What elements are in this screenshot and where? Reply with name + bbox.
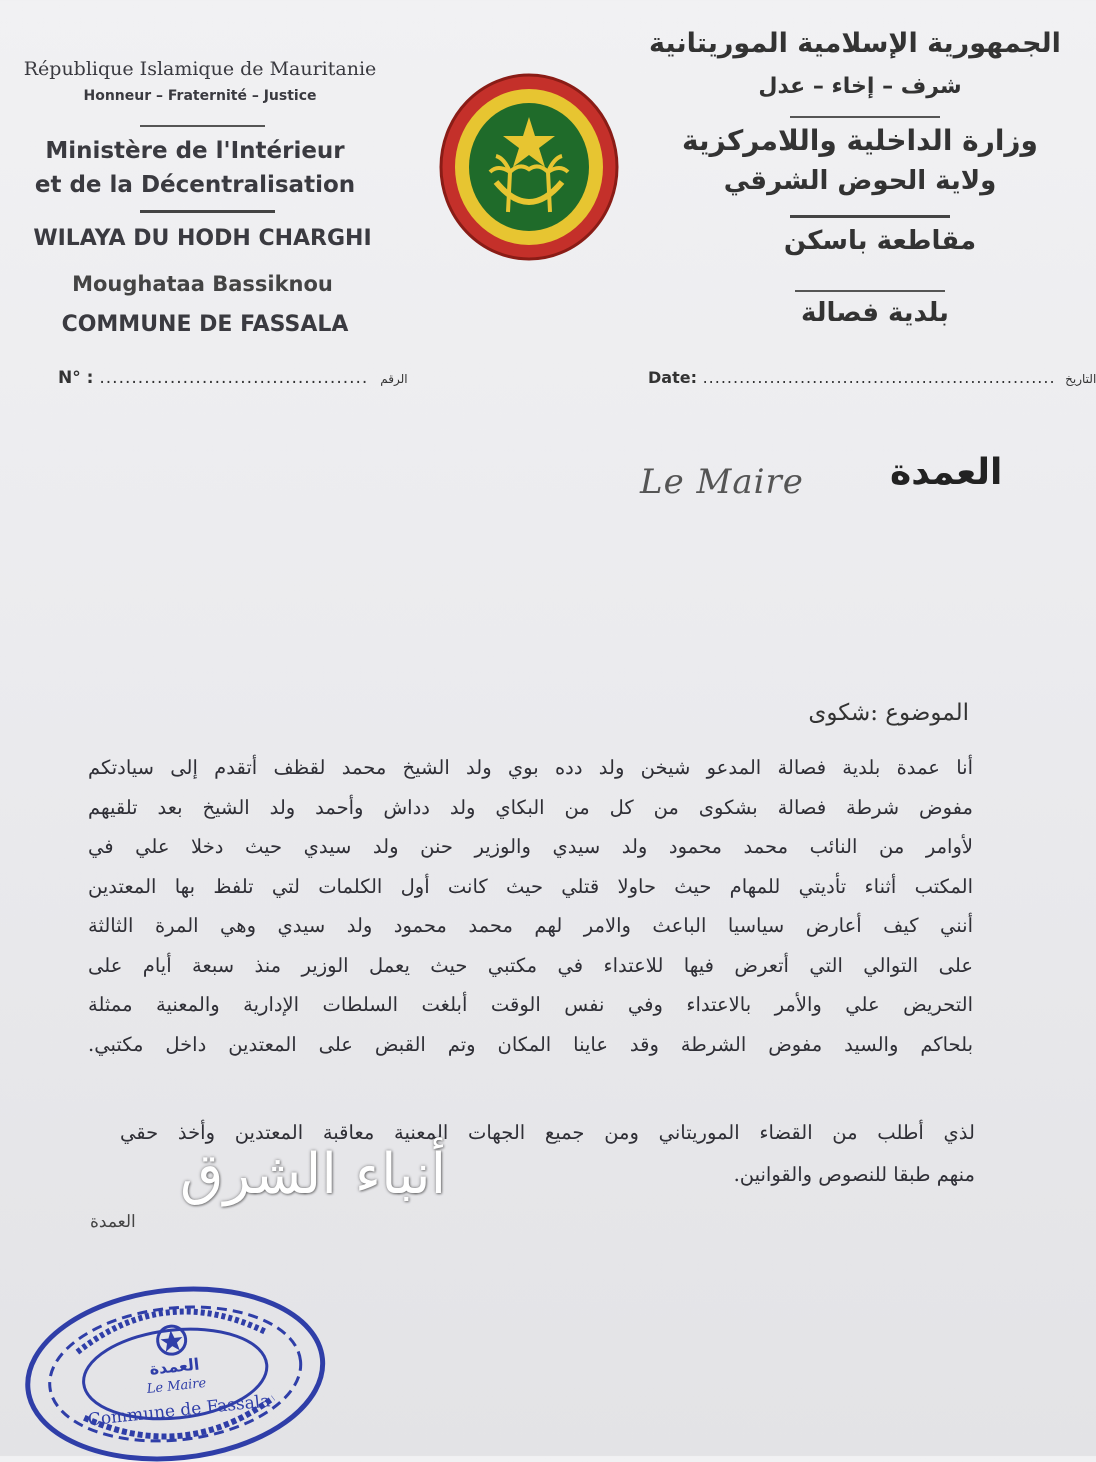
maire-title-ar: العمدة xyxy=(890,452,1003,493)
stamp-inner-ar: العمدة xyxy=(148,1354,201,1379)
header-fr-moughataa: Moughataa Bassiknou xyxy=(72,272,333,296)
date-field xyxy=(648,368,1096,387)
header-ar-republic: الجمهورية الإسلامية الموريتانية xyxy=(649,28,1061,59)
stamp-outer-text: Commune de Fassala xyxy=(86,1391,272,1431)
letter-line: التحريض علي والأمر بالاعتداء وفي نفس الوقت أبلغت السلطات الإدارية والمعنية ممثلة xyxy=(88,993,973,1016)
letter-line: أنا عمدة بلدية فصالة المدعو شيخن ولد دده بوي ولد الشيخ محمد لقظف أتقدم إلى سيادتكم xyxy=(88,756,973,779)
header-ar-commune: بلدية فصالة xyxy=(801,298,949,328)
stamp-inner-fr: Le Maire xyxy=(146,1375,207,1397)
letter-line: على التوالي التي أتعرض فيها للاعتداء في مكتبي حيث يعمل الوزير منذ سبعة أيام على xyxy=(88,953,973,977)
letter-line: المكتب أثناء تأديتي للمهام حيث حاولا قتلي حيث كانت أول الكلمات لتي تلفظ بها المعتدين xyxy=(88,874,973,898)
maire-title-fr: Le Maire xyxy=(640,462,804,502)
header-ar-divider xyxy=(795,290,945,292)
reference-number-field xyxy=(58,368,408,388)
closing-line: لذي أطلب من القضاء الموريتاني ومن جميع الجهات المعنية معاقبة المعتدين وأخذ حقي xyxy=(120,1121,975,1144)
header-ar-divider xyxy=(790,215,950,218)
header-ar-wilaya: ولاية الحوض الشرقي xyxy=(723,166,997,196)
header-ar-divider xyxy=(790,116,940,118)
watermark-text: أنباء الشرق xyxy=(180,1142,447,1207)
header-fr-wilaya: WILAYA DU HODH CHARGHI xyxy=(33,226,372,251)
letter-line: بلحاكم والسيد مفوض الشرطة وقد عاينا المكان وتم القبض على المعتدين داخل مكتبي. xyxy=(88,1032,973,1056)
header-fr-commune: COMMUNE DE FASSALA xyxy=(61,312,349,337)
header-fr-divider xyxy=(140,125,265,127)
header-ar-moughataa: مقاطعة باسكن xyxy=(783,226,977,256)
letter-line: لأوامر من النائب محمد محمود ولد سيدي والوزير حنن ولد سيدي حيث دخلا علي في xyxy=(88,835,973,858)
national-seal-icon xyxy=(438,72,620,262)
closing-line: منهم طبقا للنصوص والقوانين. xyxy=(733,1163,975,1186)
header-ar-ministry: وزارة الداخلية واللامركزية xyxy=(682,124,1038,157)
letter-line: أنني كيف أعارض سياسيا الباعث والامر لهم محمد محمود ولد سيدي وهي المرة الثالثة xyxy=(88,914,973,937)
header-fr-ministry-line2: et de la Décentralisation xyxy=(34,172,356,198)
dotted-line: .......................................................... xyxy=(702,368,1056,387)
reference-number-label: N° : xyxy=(58,368,94,388)
header-ar-motto: شرف – إخاء – عدل xyxy=(758,74,962,99)
commune-stamp-icon xyxy=(20,1282,330,1462)
dotted-line: .......................................... xyxy=(99,368,369,388)
signature-label: العمدة xyxy=(90,1212,136,1232)
reference-number-label-ar: الرقم xyxy=(380,372,408,386)
header-fr-republic: République Islamique de Mauritanie xyxy=(23,58,377,80)
date-label-ar: التاريخ xyxy=(1065,372,1096,386)
header-fr-motto: Honneur – Fraternité – Justice xyxy=(83,88,317,104)
date-label: Date: xyxy=(648,368,697,387)
header-fr-ministry-line1: Ministère de l'Intérieur xyxy=(45,138,345,164)
header-fr-divider xyxy=(140,210,275,213)
letter-subject: الموضوع :شكوى xyxy=(808,700,969,726)
letter-body xyxy=(88,748,973,1064)
letter-line: مفوض شرطة فصالة بشكوى من كل من البكاي ولد دداش وأحمد ولد الشيخ بعد تلقيهم xyxy=(88,795,973,819)
